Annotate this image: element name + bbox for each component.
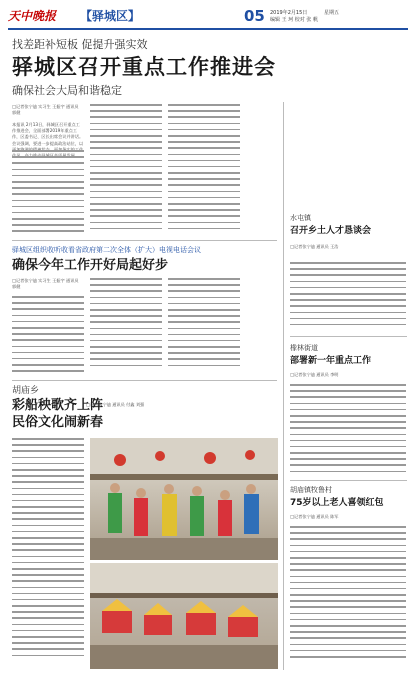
second-byline: □记者张宁迪 实习生 王振宇 通讯员 郭健 <box>12 278 79 290</box>
second-rule <box>12 240 277 241</box>
section-title: 【驿城区】 <box>80 9 141 23</box>
third-kicker: 胡庙乡 <box>12 386 40 396</box>
lead-subhead: 确保社会大局和谐稳定 <box>12 84 122 97</box>
third-byline: □记者张宁迪 通讯员 付鑫 刘强 <box>86 402 145 407</box>
right2-rule <box>290 336 407 337</box>
third-headline-1: 彩船秧歌齐上阵 <box>12 398 104 413</box>
second-kicker: 驿城区组织收听收看省政府第二次全体（扩大）电视电话会议 <box>12 246 201 254</box>
issue-weekday: 星期五 <box>324 10 340 16</box>
right1-body <box>290 262 406 330</box>
right3-byline: □记者张宁迪 通讯员 陈军 <box>290 514 339 519</box>
right1-place: 水屯镇 <box>290 214 311 222</box>
third-headline-2: 民俗文化闹新春 <box>12 415 104 430</box>
right1-byline: □记者张宁迪 通讯员 王浩 <box>290 244 339 249</box>
issue-date: 2019年2月15日 <box>270 10 308 16</box>
second-column-1 <box>12 296 84 376</box>
lead-column-2 <box>90 104 162 236</box>
second-headline: 确保今年工作开好局起好步 <box>12 258 169 273</box>
masthead <box>8 6 408 28</box>
right2-headline: 部署新一年重点工作 <box>290 356 372 366</box>
masthead-rule <box>8 28 408 30</box>
right3-headline: 75岁以上老人喜领红包 <box>290 498 384 508</box>
photo-yangge-dancers <box>90 438 278 560</box>
lead-intro: 本报讯 2月13日，驿城区召开重点工作推进会，全面部署2019年重点工作，区委书记、区长出席会议并讲话。会议强调，要进一步提高政治站位，以 <box>12 122 84 146</box>
photo-yangge-dancers-art <box>90 438 278 560</box>
right1-headline: 召开乡土人才恳谈会 <box>290 226 372 236</box>
lead-kicker: 找差距补短板 促提升强实效 <box>12 38 148 51</box>
column-rule <box>283 102 284 670</box>
lead-headline: 驿城区召开重点工作推进会 <box>12 55 276 79</box>
editor-line: 编辑 王 珂 校对 张 帆 <box>270 17 318 23</box>
third-column-1 <box>12 438 84 668</box>
right2-byline: □记者张宁迪 通讯员 李明 <box>290 372 339 377</box>
second-column-3 <box>168 278 240 376</box>
lead-column-3 <box>168 104 240 236</box>
newspaper-logo: 天中晚报 <box>8 9 57 23</box>
third-rule <box>12 380 277 381</box>
lead-byline: □记者张宁迪 实习生 王振宇 通讯员 郭健 <box>12 104 79 116</box>
lead-column-1 <box>12 150 84 236</box>
right3-place: 胡庙镇牧鲁村 <box>290 486 332 494</box>
right2-place: 橡林街道 <box>290 344 318 352</box>
right2-body <box>290 384 406 476</box>
page-number: 05 <box>244 7 265 25</box>
photo-colorful-boats <box>90 563 278 669</box>
right3-rule <box>290 480 407 481</box>
photo-colorful-boats-art <box>90 563 278 669</box>
right3-body <box>290 526 406 668</box>
second-column-2 <box>90 278 162 376</box>
